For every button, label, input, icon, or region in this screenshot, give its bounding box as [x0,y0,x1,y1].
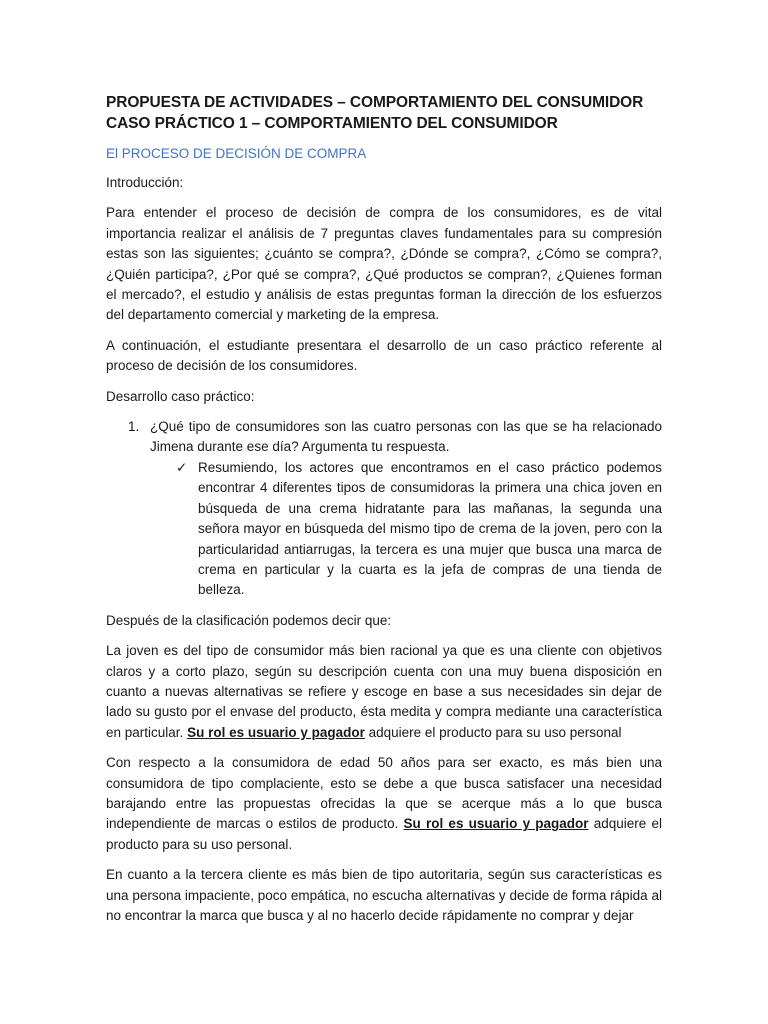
answer-text: Resumiendo, los actores que encontramos en el caso práctico podemos encontrar 4 diferentes tipos de consumidoras la primera una chica joven en búsqueda de una crema hidratante para las mañanas, la segunda una señora mayor en búsqueda del mismo tipo de crema de la joven, pero con la particularidad antiarrugas, la tercera es una mujer que busca una marca de crema en particular y la cuarta es la jefa de compras de una tienda de belleza. [198,459,662,598]
older-consumer-text: Con respecto a la consumidora de edad 50 años para ser exacto, es más bien una consumidora de tipo complaciente, esto se debe a que busca satisfacer una necesidad barajando entre las propuestas ofrecidas la que se acerque más a lo que busca independiente de marcas o estilos de producto. [106,755,662,832]
classification-heading: Después de la clasificación podemos decir que: [106,612,392,628]
young-consumer-text-end: adquiere el producto para su uso personal [368,724,622,740]
section-subtitle: El PROCESO DE DECISIÓN DE COMPRA [106,146,367,161]
older-consumer-paragraph [106,753,662,855]
older-consumer-role: Su rol es usuario y pagador [403,816,589,832]
intro-paragraph: Para entender el proceso de decisión de compra de los consumidores, es de vital importancia realizar el análisis de 7 preguntas claves fundamentales para su compresión estas son las siguientes; ¿cuánto se compra?, ¿Dónde se compra?, ¿Cómo se compra?, ¿Quién participa?, ¿Por qué se compra?, ¿Qué productos se compran?, ¿Quienes forman el mercado?, el estudio y análisis de estas preguntas forman la dirección de los esfuerzos del departamento comercial y marketing de la empresa. [106,205,662,323]
young-consumer-text: La joven es del tipo de consumidor más bien racional ya que es una cliente con objetivos claros y a corto plazo, según su descripción cuenta con una muy buena disposición en cuanto a nuevas alternativas se refiere y escoge en base a sus necesidades sin dejar de lado su gusto por el envase del producto, ésta medita y compra mediante una característica en particular. [106,643,662,740]
answer-list-item [106,458,662,601]
older-consumer-text-end: adquiere el producto para su uso personal. [106,816,662,852]
question-text: ¿Qué tipo de consumidores son las cuatro personas con las que se ha relacionado Jimena durante ese día? Argumenta tu respuesta. [150,419,662,455]
development-heading: Desarrollo caso práctico: [106,388,255,404]
intro-heading: Introducción: [106,175,184,190]
young-consumer-role: Su rol es usuario y pagador [187,724,365,740]
continuation-paragraph: A continuación, el estudiante presentara el desarrollo de un caso práctico referente al proceso de decisión de los consumidores. [106,337,662,374]
question-number: 1. [128,419,140,435]
young-consumer-paragraph [106,641,662,743]
checkmark-icon: ✓ [176,459,188,475]
document-title-line-2: CASO PRÁCTICO 1 – COMPORTAMIENTO DEL CONSUMIDOR [106,115,558,132]
third-consumer-paragraph: En cuanto a la tercera cliente es más bien de tipo autoritaria, según sus características es una persona impaciente, poco empática, no escucha alternativas y decide de forma rápida al no encontrar la marca que busca y al no hacerlo decide rápidamente no comprar y dejar [106,867,662,923]
document-title-line-1: PROPUESTA DE ACTIVIDADES – COMPORTAMIENTO DEL CONSUMIDOR [106,94,644,111]
question-list-item [106,417,662,458]
